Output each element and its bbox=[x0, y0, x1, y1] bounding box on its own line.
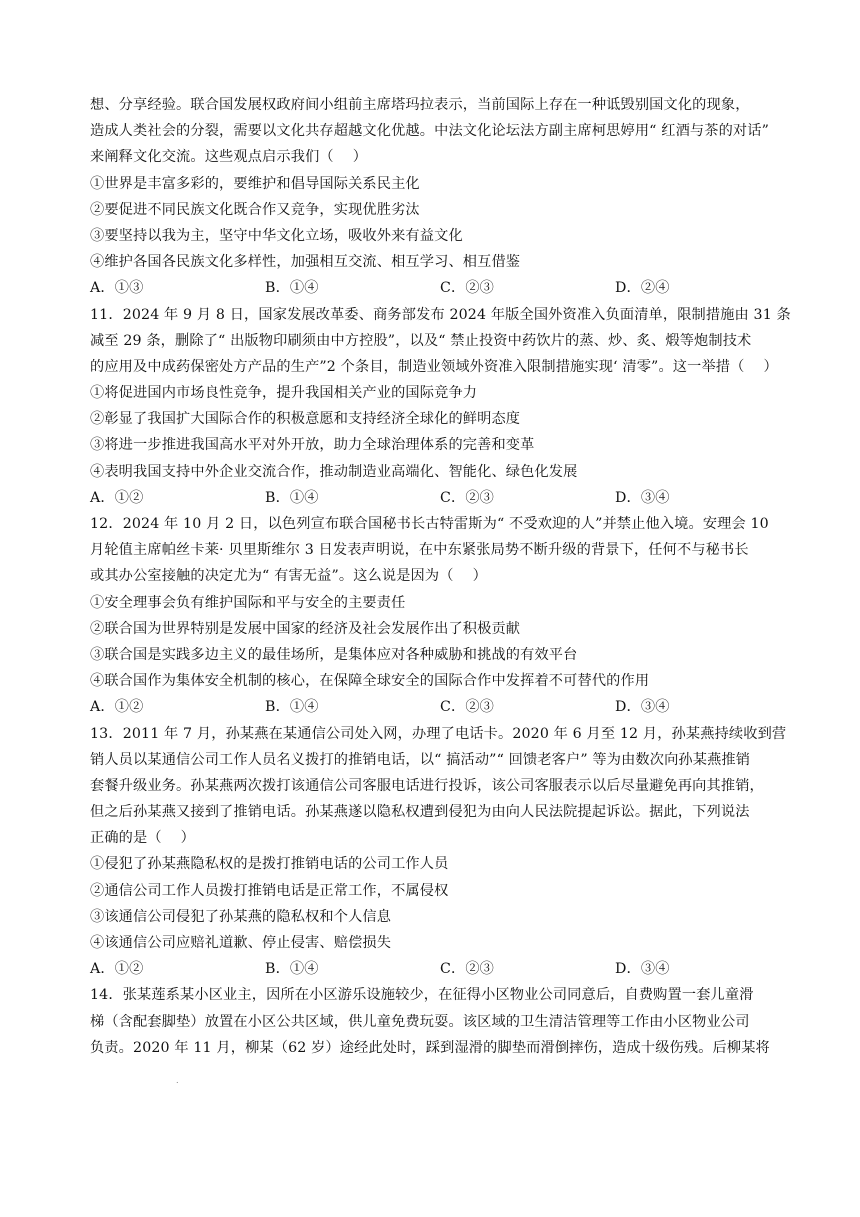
text-line: 销人员以某通信公司工作人员名义拨打的推销电话，以“ 搞活动”“ 回馈老客户” 等为由数次向孙某燕推销 bbox=[90, 751, 751, 768]
answer-option: A．①② bbox=[90, 699, 144, 716]
answer-options-row bbox=[90, 694, 790, 720]
text-line: ④该通信公司应赔礼道歉、停止侵害、赔偿损失 bbox=[90, 935, 392, 951]
text-line: ①侵犯了孙某燕隐私权的是拨打推销电话的公司工作人员 bbox=[90, 856, 449, 873]
text-line: ②通信公司工作人员拨打推销电话是正常工作，不属侵权 bbox=[90, 882, 449, 899]
text-line: ②彰显了我国扩大国际合作的积极意愿和支持经济全球化的鲜明态度 bbox=[90, 411, 521, 428]
text-line: 套餐升级业务。孙某燕两次拨打该通信公司客服电话进行投诉，该公司客服表示以后尽量避免再向其推销， bbox=[90, 777, 764, 794]
text-line: 的应用及中成药保密处方产品的生产”2 个条目，制造业领域外资准入限制措施实现‘ 清零”。这一举措（ ） bbox=[90, 358, 778, 375]
text-line: 但之后孙某燕又接到了推销电话。孙某燕遂以隐私权遭到侵犯为由向人民法院提起诉讼。据此，下列说法 bbox=[90, 804, 750, 821]
text-line: ④联合国作为集体安全机制的核心，在保障全球安全的国际合作中发挥着不可替代的作用 bbox=[90, 673, 650, 690]
text-line: 13．2011 年 7 月，孙某燕在某通信公司处入网，办理了电话卡。2020 年 6 月至 12 月，孙某燕持续收到营 bbox=[90, 725, 787, 742]
answer-option: B．①④ bbox=[265, 961, 319, 978]
text-line: ④表明我国支持中外企业交流合作，推动制造业高端化、智能化、绿色化发展 bbox=[90, 463, 578, 480]
answer-option: B．①④ bbox=[265, 699, 319, 716]
text-line: ②联合国为世界特别是发展中国家的经济及社会发展作出了积极贡献 bbox=[90, 620, 521, 637]
text-line: ①将促进国内市场良性竞争，提升我国相关产业的国际竞争力 bbox=[90, 385, 478, 402]
text-line: ①安全理事会负有维护国际和平与安全的主要责任 bbox=[90, 594, 406, 611]
answer-option: C．②③ bbox=[440, 489, 495, 506]
answer-option: A．①② bbox=[90, 489, 144, 506]
answer-option: A．①② bbox=[90, 961, 144, 978]
text-line: ③将进一步推进我国高水平对外开放，助力全球治理体系的完善和变革 bbox=[90, 437, 535, 454]
text-line: 或其办公室接触的决定尤为“ 有害无益”。这么说是因为（ ） bbox=[90, 568, 487, 585]
answer-option: B．①④ bbox=[265, 489, 319, 506]
text-line: 减至 29 条，删除了“ 出版物印刷须由中方控股”，以及“ 禁止投资中药饮片的蒸、炒、炙、煅等炮制技术 bbox=[90, 332, 752, 349]
answer-option: A．①③ bbox=[90, 280, 144, 297]
answer-option: D．③④ bbox=[615, 699, 670, 716]
document-body bbox=[90, 92, 790, 1061]
text-line: ③联合国是实践多边主义的最佳场所，是集体应对各种威胁和挑战的有效平台 bbox=[90, 646, 578, 663]
text-line: 造成人类社会的分裂，需要以文化共存超越文化优越。中法文化论坛法方副主席柯思婷用“ 红酒与茶的对话” bbox=[90, 123, 769, 140]
footer-mark: . bbox=[176, 1076, 179, 1085]
text-line: 正确的是（ ） bbox=[90, 830, 196, 847]
answer-options-row bbox=[90, 956, 790, 982]
text-line: 想、分享经验。联合国发展权政府间小组前主席塔玛拉表示，当前国际上存在一种诋毁别国文化的现象， bbox=[90, 97, 750, 113]
text-line: 12．2024 年 10 月 2 日，以色列宣布联合国秘书长古特雷斯为“ 不受欢迎的人”并禁止他入境。安理会 10 bbox=[90, 516, 769, 532]
answer-options-row bbox=[90, 275, 790, 301]
answer-option: C．②③ bbox=[440, 699, 495, 716]
text-line: ②要促进不同民族文化既合作又竞争，实现优胜劣汰 bbox=[90, 201, 420, 218]
answer-option: D．③④ bbox=[615, 489, 670, 506]
text-line: ①世界是丰富多彩的，要维护和倡导国际关系民主化 bbox=[90, 175, 420, 192]
text-line: ③该通信公司侵犯了孙某燕的隐私权和个人信息 bbox=[90, 908, 392, 925]
answer-option: C．②③ bbox=[440, 961, 495, 978]
answer-option: C．②③ bbox=[440, 280, 495, 297]
text-line: 月轮值主席帕丝卡莱· 贝里斯维尔 3 日发表声明说，在中东紧张局势不断升级的背景下，任何不与秘书长 bbox=[90, 542, 749, 559]
text-line: 14．张某莲系某小区业主，因所在小区游乐设施较少，在征得小区物业公司同意后，自费购置一套儿童滑 bbox=[90, 987, 754, 1004]
text-line: 来阐释文化交流。这些观点启示我们（ ） bbox=[90, 149, 368, 166]
text-line: ④维护各国各民族文化多样性，加强相互交流、相互学习、相互借鉴 bbox=[90, 254, 521, 271]
text-line: 梯（含配套脚垫）放置在小区公共区域，供儿童免费玩耍。该区域的卫生清洁管理等工作由小区物业公司 bbox=[90, 1013, 750, 1030]
text-line: ③要坚持以我为主，坚守中华文化立场，吸收外来有益文化 bbox=[90, 227, 463, 244]
answer-option: D．③④ bbox=[615, 961, 670, 978]
answer-options-row bbox=[90, 485, 790, 511]
text-line: 11．2024 年 9 月 8 日，国家发展改革委、商务部发布 2024 年版全国外资准入负面清单，限制措施由 31 条 bbox=[90, 306, 791, 323]
text-line: 负责。2020 年 11 月，柳某（62 岁）途经此处时，踩到湿滑的脚垫而滑倒摔伤，造成十级伤残。后柳某将 bbox=[90, 1039, 770, 1056]
answer-option: D．②④ bbox=[615, 280, 670, 297]
answer-option: B．①④ bbox=[265, 280, 319, 297]
